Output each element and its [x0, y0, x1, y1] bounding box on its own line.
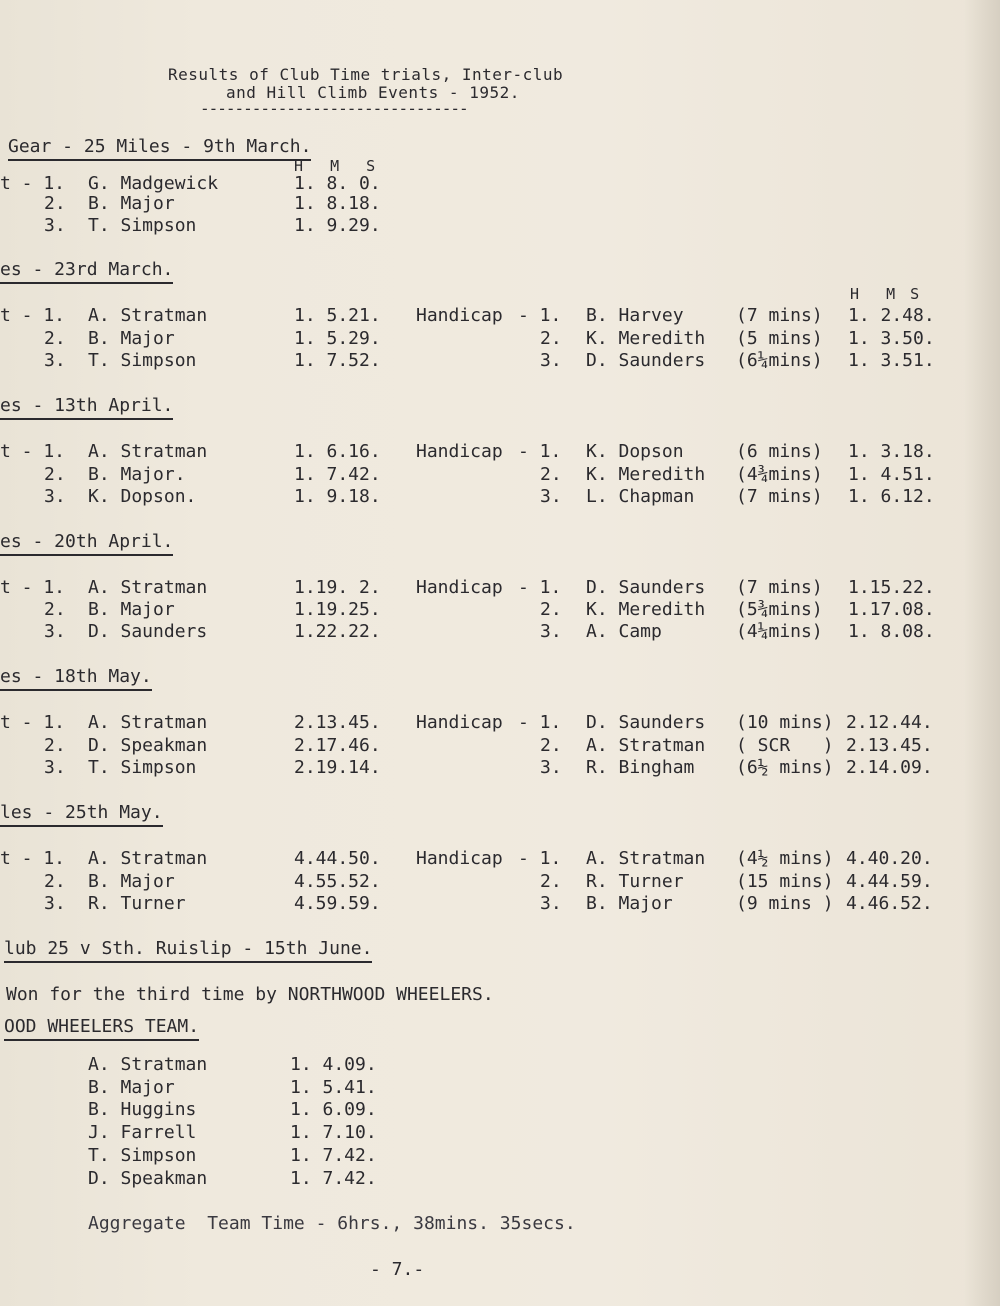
time: 1.17.08. [848, 599, 935, 620]
allowance: (6¼mins) [736, 350, 823, 371]
rider-name: K. Meredith [586, 328, 706, 349]
position: 3. [44, 350, 66, 371]
rider-name: T. Simpson [88, 215, 197, 236]
team-member-time: 1. 4.09. [290, 1054, 377, 1075]
time: 4.46.52. [846, 893, 933, 914]
rider-name: A. Stratman [586, 848, 706, 869]
rider-name: D. Saunders [586, 577, 706, 598]
rider-name: T. Simpson [88, 757, 197, 778]
time: 1. 7.52. [294, 350, 381, 371]
time: 1. 6.12. [848, 486, 935, 507]
time: 1.15.22. [848, 577, 935, 598]
position: 2. [44, 328, 66, 349]
rider-name: B. Major [88, 328, 175, 349]
position: 3. [44, 215, 66, 236]
position: t - 1. [0, 848, 66, 869]
team-member-time: 1. 7.10. [290, 1122, 377, 1143]
time: 4.44.59. [846, 871, 933, 892]
page-number: - 7.- [370, 1259, 425, 1280]
allowance: (5 mins) [736, 328, 823, 349]
document-title-line2: and Hill Climb Events - 1952. [226, 83, 520, 102]
position: t - 1. [0, 441, 66, 462]
position: 2. [44, 735, 66, 756]
position: 3. [540, 757, 562, 778]
position: 3. [44, 893, 66, 914]
allowance: ( SCR ) [736, 735, 834, 756]
rider-name: A. Stratman [586, 735, 706, 756]
team-member-name: B. Huggins [88, 1099, 197, 1120]
team-member-name: T. Simpson [88, 1145, 197, 1166]
time: 1. 8.08. [848, 621, 935, 642]
position: 3. [44, 757, 66, 778]
page-edge-shadow [964, 0, 1000, 1306]
rider-name: D. Saunders [586, 350, 706, 371]
position: 2. [540, 735, 562, 756]
interclub-result: Won for the third time by NORTHWOOD WHEELERS. [6, 984, 494, 1005]
rider-name: D. Saunders [88, 621, 208, 642]
time: 2.13.45. [846, 735, 933, 756]
team-member-name: B. Major [88, 1077, 175, 1098]
team-member-name: D. Speakman [88, 1168, 208, 1189]
team-member-name: J. Farrell [88, 1122, 197, 1143]
rider-name: B. Major. [88, 464, 186, 485]
handicap-label: Handicap [416, 441, 503, 462]
rider-name: B. Major [586, 893, 673, 914]
time: 1.22.22. [294, 621, 381, 642]
time: 2.17.46. [294, 735, 381, 756]
allowance: (4¼mins) [736, 621, 823, 642]
rider-name: A. Camp [586, 621, 662, 642]
position: 2. [44, 871, 66, 892]
allowance: (15 mins) [736, 871, 834, 892]
position: t - 1. [0, 305, 66, 326]
rider-name: R. Turner [88, 893, 186, 914]
section-heading: Gear - 25 Miles - 9th March. [8, 136, 311, 161]
rider-name: B. Harvey [586, 305, 684, 326]
rider-name: R. Bingham [586, 757, 695, 778]
position: 2. [540, 871, 562, 892]
rider-name: A. Stratman [88, 577, 208, 598]
handicap-label: Handicap [416, 712, 503, 733]
rider-name: A. Stratman [88, 441, 208, 462]
rider-name: K. Dopson. [88, 486, 197, 507]
handicap-label: Handicap [416, 848, 503, 869]
time: 1.19.25. [294, 599, 381, 620]
document-title-line1: Results of Club Time trials, Inter-club [168, 65, 564, 84]
allowance: (7 mins) [736, 305, 823, 326]
rider-name: A. Stratman [88, 305, 208, 326]
position: 3. [540, 350, 562, 371]
time: 1. 5.21. [294, 305, 381, 326]
section-heading: es - 20th April. [0, 531, 173, 556]
time: 4.59.59. [294, 893, 381, 914]
interclub-heading: lub 25 v Sth. Ruislip - 15th June. [4, 938, 372, 963]
rider-name: R. Turner [586, 871, 684, 892]
position: - 1. [518, 712, 562, 733]
position: 2. [540, 328, 562, 349]
time: 1. 8. 0. [294, 173, 381, 194]
allowance: (6½ mins) [736, 757, 834, 778]
rider-name: A. Stratman [88, 848, 208, 869]
time: 2.13.45. [294, 712, 381, 733]
position: 3. [540, 486, 562, 507]
time: 1. 4.51. [848, 464, 935, 485]
team-member-time: 1. 6.09. [290, 1099, 377, 1120]
rider-name: A. Stratman [88, 712, 208, 733]
section-heading: es - 18th May. [0, 666, 152, 691]
team-member-time: 1. 5.41. [290, 1077, 377, 1098]
time: 1. 2.48. [848, 305, 935, 326]
aggregate-team-time: Aggregate Team Time - 6hrs., 38mins. 35secs. [88, 1213, 576, 1234]
position: - 1. [518, 305, 562, 326]
position: - 1. [518, 577, 562, 598]
allowance: (7 mins) [736, 577, 823, 598]
rider-name: T. Simpson [88, 350, 197, 371]
position: 3. [44, 621, 66, 642]
position: 2. [44, 464, 66, 485]
time: 2.12.44. [846, 712, 933, 733]
time: 2.14.09. [846, 757, 933, 778]
handicap-label: Handicap [416, 577, 503, 598]
team-heading: OOD WHEELERS TEAM. [4, 1016, 199, 1041]
time: 1. 7.42. [294, 464, 381, 485]
allowance: (4¾mins) [736, 464, 823, 485]
position: - 1. [518, 848, 562, 869]
position: 3. [44, 486, 66, 507]
time: 1. 3.18. [848, 441, 935, 462]
rider-name: G. Madgewick [88, 173, 219, 194]
time: 2.19.14. [294, 757, 381, 778]
allowance: (4½ mins) [736, 848, 834, 869]
allowance: (6 mins) [736, 441, 823, 462]
time: 1. 8.18. [294, 193, 381, 214]
rider-name: B. Major [88, 193, 175, 214]
rider-name: L. Chapman [586, 486, 695, 507]
title-underline: ------------------------------- [200, 99, 468, 118]
position: t - 1. [0, 577, 66, 598]
team-member-name: A. Stratman [88, 1054, 208, 1075]
time: 1. 9.29. [294, 215, 381, 236]
position: 2. [44, 599, 66, 620]
allowance: (10 mins) [736, 712, 834, 733]
position: - 1. [518, 441, 562, 462]
allowance: (7 mins) [736, 486, 823, 507]
rider-name: B. Major [88, 599, 175, 620]
team-member-time: 1. 7.42. [290, 1145, 377, 1166]
allowance: (9 mins ) [736, 893, 834, 914]
position: 3. [540, 621, 562, 642]
rider-name: K. Meredith [586, 464, 706, 485]
hms-header: H M S [294, 157, 379, 175]
time: 4.44.50. [294, 848, 381, 869]
position: t - 1. [0, 712, 66, 733]
position: 3. [540, 893, 562, 914]
section-heading: es - 13th April. [0, 395, 173, 420]
section-heading: les - 25th May. [0, 802, 163, 827]
allowance: (5¾mins) [736, 599, 823, 620]
position: 2. [44, 193, 66, 214]
team-member-time: 1. 7.42. [290, 1168, 377, 1189]
time: 1. 6.16. [294, 441, 381, 462]
time: 1.19. 2. [294, 577, 381, 598]
handicap-label: Handicap [416, 305, 503, 326]
time: 1. 5.29. [294, 328, 381, 349]
time: 1. 9.18. [294, 486, 381, 507]
position: 2. [540, 599, 562, 620]
position: t - 1. [0, 173, 66, 194]
position: 2. [540, 464, 562, 485]
rider-name: K. Meredith [586, 599, 706, 620]
time: 1. 3.51. [848, 350, 935, 371]
time: 4.40.20. [846, 848, 933, 869]
rider-name: D. Saunders [586, 712, 706, 733]
rider-name: K. Dopson [586, 441, 684, 462]
hms-header: H M S [850, 285, 923, 303]
rider-name: D. Speakman [88, 735, 208, 756]
section-heading: es - 23rd March. [0, 259, 173, 284]
time: 4.55.52. [294, 871, 381, 892]
time: 1. 3.50. [848, 328, 935, 349]
rider-name: B. Major [88, 871, 175, 892]
